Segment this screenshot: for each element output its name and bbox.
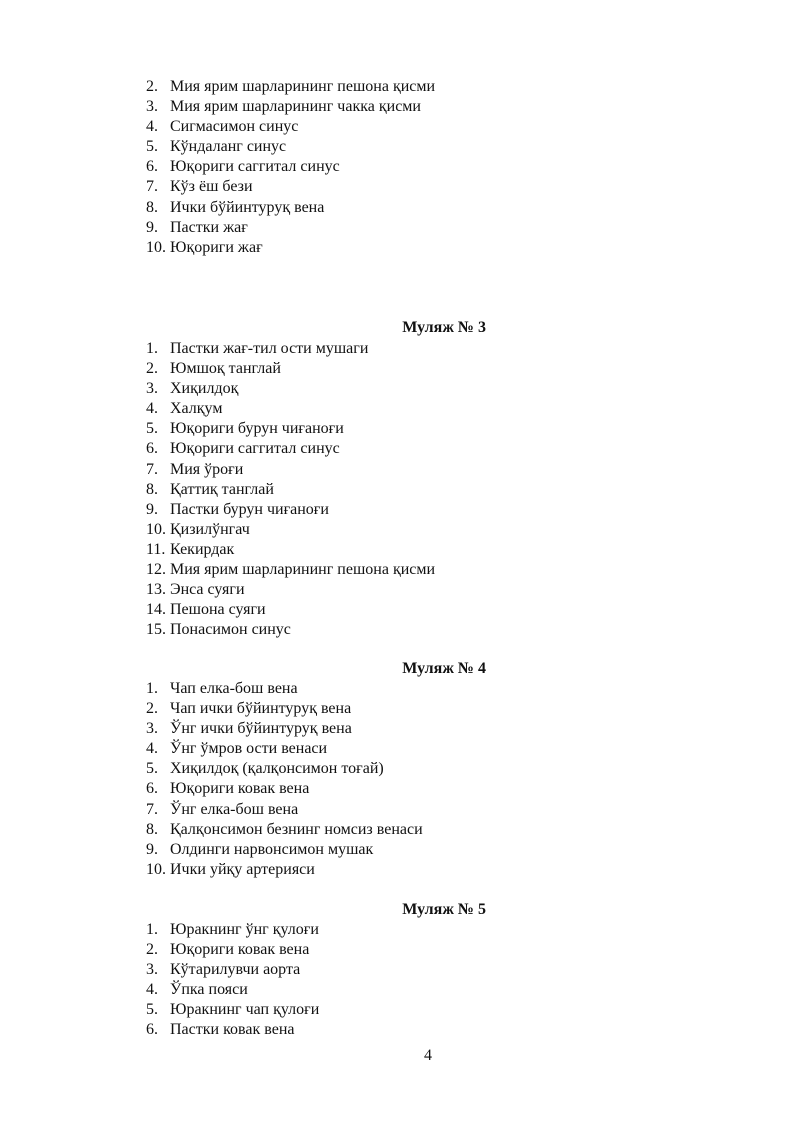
list-item-number: 8. xyxy=(146,480,158,498)
list-item-text: Энса суяги xyxy=(170,581,245,599)
list-item xyxy=(146,238,666,258)
list-item xyxy=(146,560,666,580)
list-item-text: Мия ярим шарларининг чакка қисми xyxy=(170,98,421,116)
list-item xyxy=(146,379,666,399)
list-item xyxy=(146,439,666,459)
list-item-number: 12. xyxy=(146,561,166,579)
list-item-number: 14. xyxy=(146,601,166,619)
list-item-number: 3. xyxy=(146,720,158,738)
list-item xyxy=(146,359,666,379)
list-item-number: 7. xyxy=(146,460,158,478)
list-item xyxy=(146,600,666,620)
list-item-number: 10. xyxy=(146,860,166,878)
list-item-text: Юқориги ковак вена xyxy=(170,941,310,959)
list-item-number: 6. xyxy=(146,158,158,176)
list-item-text: Сигмасимон синус xyxy=(170,118,299,136)
list-continued xyxy=(146,77,666,258)
list-item-number: 1. xyxy=(146,340,158,357)
list-item xyxy=(146,620,666,640)
list-item xyxy=(146,1020,666,1040)
list-item-text: Мия ўроғи xyxy=(170,460,244,478)
list-item-text: Юқориги ковак вена xyxy=(170,780,310,798)
list-item-text: Қаттиқ танглай xyxy=(170,480,274,498)
list-item xyxy=(146,500,666,520)
list-item-text: Олдинги нарвонсимон мушак xyxy=(170,840,374,858)
list-item-number: 4. xyxy=(146,740,158,758)
list-item-text: Мия ярим шарларининг пешона қисми xyxy=(170,561,436,579)
list-item-number: 4. xyxy=(146,400,158,418)
list-item xyxy=(146,117,666,137)
list-item-text: Юракнинг чап қулоғи xyxy=(170,1001,320,1019)
section-heading-5: Муляж № 5 xyxy=(402,901,486,918)
list-item xyxy=(146,759,666,779)
list-item-text: Юракнинг ўнг қулоғи xyxy=(170,921,319,938)
list-item-text: Кўтарилувчи аорта xyxy=(170,961,301,979)
list-item-number: 15. xyxy=(146,621,166,639)
list-item xyxy=(146,800,666,820)
list-item-text: Ички уйқу артерияси xyxy=(170,860,315,878)
section-heading-3: Муляж № 3 xyxy=(402,319,486,336)
list-item-number: 9. xyxy=(146,840,158,858)
list-item xyxy=(146,980,666,1000)
list-item xyxy=(146,699,666,719)
list-section-3 xyxy=(146,339,666,640)
list-item-text: Чап елка-бош вена xyxy=(170,680,298,697)
list-item-text: Юқориги бурун чиғаноғи xyxy=(170,420,344,438)
list-item-number: 6. xyxy=(146,1021,158,1039)
list-item xyxy=(146,960,666,980)
list-item xyxy=(146,77,666,97)
list-item-number: 9. xyxy=(146,500,158,518)
list-item xyxy=(146,419,666,439)
list-item-text: Юқориги жағ xyxy=(170,238,263,256)
list-item xyxy=(146,399,666,419)
list-item-text: Ўнг ўмров ости венаси xyxy=(170,740,328,758)
list-item-number: 6. xyxy=(146,780,158,798)
list-item-number: 1. xyxy=(146,680,158,697)
list-item-number: 7. xyxy=(146,800,158,818)
list-item-text: Пастки жағ xyxy=(170,218,248,236)
list-item-number: 8. xyxy=(146,198,158,216)
list-item-number: 3. xyxy=(146,380,158,398)
list-item-text: Юмшоқ танглай xyxy=(170,360,281,378)
list-item xyxy=(146,840,666,860)
list-item-number: 4. xyxy=(146,118,158,136)
list-item-number: 13. xyxy=(146,581,166,599)
list-item-text: Пастки жағ-тил ости мушаги xyxy=(170,340,369,357)
list-item xyxy=(146,779,666,799)
list-item-number: 9. xyxy=(146,218,158,236)
list-item-text: Кўндаланг синус xyxy=(170,138,287,156)
list-item-text: Ўнг ички бўйинтуруқ вена xyxy=(170,720,352,738)
list-item-text: Халқум xyxy=(170,400,223,418)
list-item xyxy=(146,520,666,540)
list-item-text: Хиқилдоқ xyxy=(170,380,239,398)
list-item xyxy=(146,157,666,177)
list-item xyxy=(146,198,666,218)
list-item xyxy=(146,460,666,480)
list-item-text: Қизилўнгач xyxy=(170,520,250,538)
list-item-number: 1. xyxy=(146,921,158,938)
list-item-number: 2. xyxy=(146,78,158,95)
list-item-number: 5. xyxy=(146,138,158,156)
list-item xyxy=(146,679,666,699)
list-item-number: 10. xyxy=(146,520,166,538)
list-item-text: Пешона суяги xyxy=(170,601,266,619)
list-item-text: Ўпка пояси xyxy=(170,981,248,999)
list-item-number: 5. xyxy=(146,760,158,778)
list-item-number: 3. xyxy=(146,961,158,979)
list-item xyxy=(146,1000,666,1020)
list-item-number: 5. xyxy=(146,420,158,438)
list-item xyxy=(146,540,666,560)
list-item-number: 3. xyxy=(146,98,158,116)
list-item-text: Мия ярим шарларининг пешона қисми xyxy=(170,78,436,95)
list-item xyxy=(146,177,666,197)
list-item-text: Понасимон синус xyxy=(170,621,291,639)
list-item-number: 7. xyxy=(146,178,158,196)
list-section-4 xyxy=(146,679,666,880)
list-item-text: Юқориги саггитал синус xyxy=(170,158,340,176)
list-item xyxy=(146,920,666,940)
list-item-text: Юқориги саггитал синус xyxy=(170,440,340,458)
section-heading-4: Муляж № 4 xyxy=(402,660,486,677)
list-item-number: 10. xyxy=(146,238,166,256)
list-item-number: 11. xyxy=(146,540,166,558)
list-item xyxy=(146,97,666,117)
list-item-text: Қалқонсимон безнинг номсиз венаси xyxy=(170,820,423,838)
list-item-text: Пастки бурун чиғаноғи xyxy=(170,500,329,518)
list-item-number: 2. xyxy=(146,360,158,378)
list-item xyxy=(146,739,666,759)
list-item-text: Кўз ёш бези xyxy=(170,178,253,196)
list-item-text: Ўнг елка-бош вена xyxy=(170,800,299,818)
list-item-number: 2. xyxy=(146,941,158,959)
list-item xyxy=(146,137,666,157)
list-item xyxy=(146,580,666,600)
list-item xyxy=(146,860,666,880)
list-item-text: Чап ички бўйинтуруқ вена xyxy=(170,700,352,718)
page-number: 4 xyxy=(424,1047,432,1064)
list-section-5 xyxy=(146,920,666,1041)
list-item xyxy=(146,339,666,359)
list-item xyxy=(146,480,666,500)
list-item-number: 2. xyxy=(146,700,158,718)
list-item xyxy=(146,820,666,840)
list-item-number: 6. xyxy=(146,440,158,458)
list-item-text: Ички бўйинтуруқ вена xyxy=(170,198,325,216)
list-item-number: 8. xyxy=(146,820,158,838)
list-item-number: 5. xyxy=(146,1001,158,1019)
list-item-text: Пастки ковак вена xyxy=(170,1021,295,1039)
list-item xyxy=(146,940,666,960)
list-item xyxy=(146,719,666,739)
list-item-text: Кекирдак xyxy=(170,540,235,558)
list-item xyxy=(146,218,666,238)
list-item-number: 4. xyxy=(146,981,158,999)
list-item-text: Хиқилдоқ (қалқонсимон тоғай) xyxy=(170,760,384,778)
